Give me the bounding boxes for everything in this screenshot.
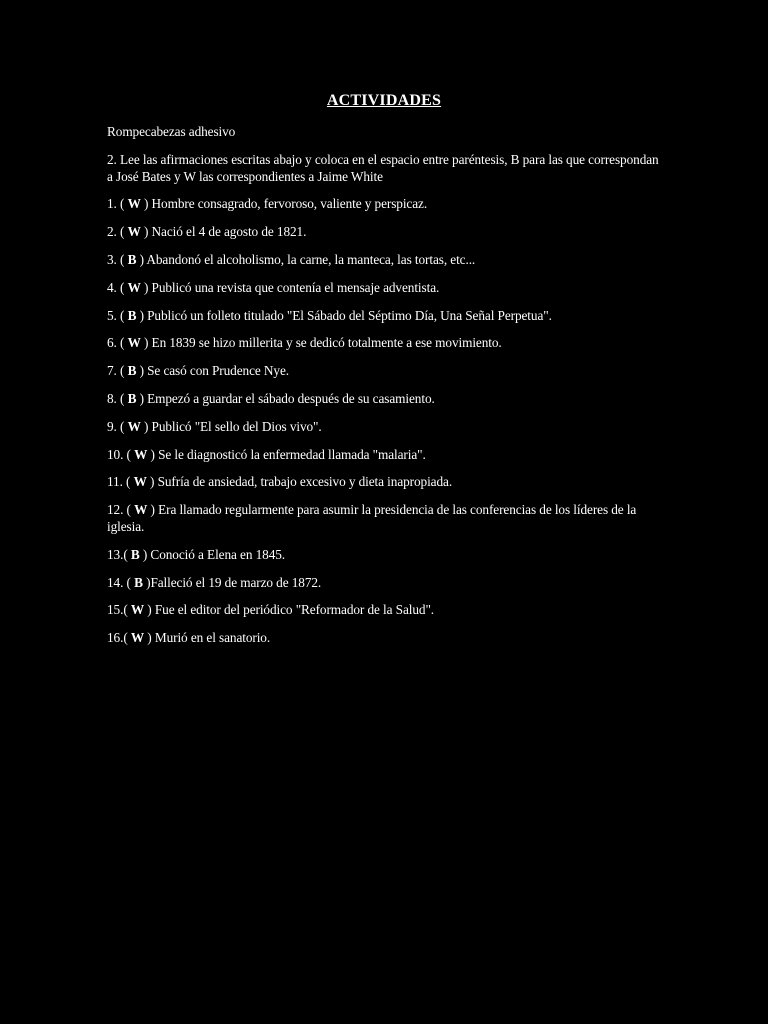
item-answer: W [130,602,145,618]
item-answer: W [134,446,148,462]
item-answer: W [133,474,147,490]
item-text: ) Sufría de ansiedad, trabajo excesivo y dieta inapropiada. [146,474,453,490]
item-prefix: 10. ( [107,446,135,462]
item-prefix: 4. ( [107,279,128,295]
list-item [107,252,667,269]
list-item [107,419,667,436]
item-answer: W [127,335,141,351]
item-prefix: 3. ( [107,251,128,267]
list-item [107,280,667,297]
item-prefix: 5. ( [107,307,128,323]
item-answer: W [127,418,141,434]
list-item [107,308,667,325]
item-text: ) Publicó "El sello del Dios vivo". [140,418,322,434]
item-text: ) En 1839 se hizo millerita y se dedicó totalmente a ese movimiento. [140,335,502,351]
item-prefix: 1. ( [107,196,128,212]
list-item [107,630,667,647]
list-item [107,547,667,564]
item-prefix: 15.( [107,602,131,618]
item-answer: B [127,251,137,267]
item-text: ) Hombre consagrado, fervoroso, valiente y perspicaz. [140,196,428,212]
item-answer: W [127,196,141,212]
item-text: )Falleció el 19 de marzo de 1872. [142,574,322,590]
item-answer: W [130,630,145,646]
item-text: ) Empezó a guardar el sábado después de su casamiento. [136,390,435,406]
item-prefix: 11. ( [107,474,134,490]
list-item [107,447,667,464]
item-prefix: 9. ( [107,418,128,434]
item-answer: B [127,390,137,406]
list-item [107,602,667,619]
list-item [107,391,667,408]
item-text: ) Publicó una revista que contenía el mensaje adventista. [140,279,440,295]
list-item [107,224,667,241]
item-answer: B [134,574,143,590]
item-prefix: 2. ( [107,224,128,240]
list-item [107,474,667,491]
item-answer: B [127,307,137,323]
item-prefix: 6. ( [107,335,128,351]
item-text: ) Nació el 4 de agosto de 1821. [140,224,307,240]
item-prefix: 16.( [107,630,131,646]
list-item [107,196,667,213]
list-item [107,502,667,536]
page-title: ACTIVIDADES [326,92,442,109]
list-item [107,335,667,352]
item-text: ) Se le diagnosticó la enfermedad llamada "malaria". [147,446,426,462]
item-answer: W [127,224,141,240]
subtitle: Rompecabezas adhesivo [107,124,236,139]
item-text: ) Fue el editor del periódico "Reformador de la Salud". [144,602,435,618]
item-prefix: 7. ( [107,363,128,379]
item-prefix: 8. ( [107,390,128,406]
list-item [107,363,667,380]
item-text: ) Conoció a Elena en 1845. [139,546,286,562]
instruction-paragraph: 2. Lee las afirmaciones escritas abajo y coloca en el espacio entre paréntesis, B para las que correspondan a José Bates y W las correspondientes a Jaime White [107,151,659,184]
item-answer: W [134,502,148,518]
item-text: ) Era llamado regularmente para asumir la presidencia de las conferencias de los líderes de la iglesia. [107,502,637,534]
list-item [107,575,667,592]
item-answer: B [130,546,140,562]
item-prefix: 12. ( [107,502,135,518]
item-text: ) Publicó un folleto titulado "El Sábado del Séptimo Día, Una Señal Perpetua". [136,307,552,323]
item-prefix: 13.( [107,546,131,562]
document-body [107,124,667,658]
item-prefix: 14. ( [107,574,135,590]
item-answer: B [127,363,137,379]
item-text: ) Se casó con Prudence Nye. [136,363,289,379]
item-text: ) Murió en el sanatorio. [144,630,271,646]
item-answer: W [127,279,141,295]
item-text: ) Abandonó el alcoholismo, la carne, la manteca, las tortas, etc... [136,251,476,267]
